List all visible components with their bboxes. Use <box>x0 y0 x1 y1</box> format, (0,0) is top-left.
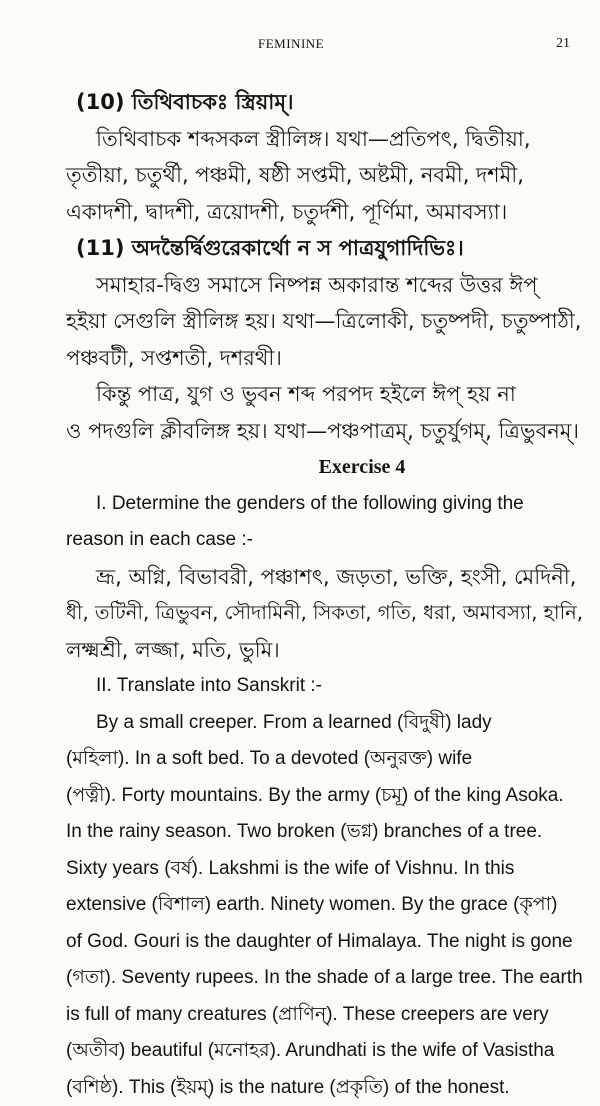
exercise-2-instruction: II. Translate into Sanskrit :- <box>76 668 590 705</box>
text-line: একাদশী, দ্বাদশী, ত্রয়োদশী, চতুর্দশী, পূর্ণিমা, অমাবস্যা। <box>66 194 590 231</box>
word-list-line: লক্ষ্মশ্রী, লজ্জা, মতি, ভুমি। <box>66 632 590 669</box>
translation-line: (মহিলা). In a soft bed. To a devoted (অনুরক্ত) wife <box>66 741 590 778</box>
translation-line: (বশিষ্ঠ). This (ইয়ম্) is the nature (প্রকৃতি) of the honest. <box>66 1070 590 1106</box>
translation-line: of God. Gouri is the daughter of Himalaya. The night is gone <box>66 924 590 961</box>
translation-line: Sixty years (বর্ষ). Lakshmi is the wife of Vishnu. In this <box>66 851 590 888</box>
running-title: FEMININE <box>258 36 324 52</box>
rule-11-heading: (11) অদন্তৈর্দ্বিগুরেকার্থো ন স পাত্রযুগাদিভিঃ। <box>76 230 590 267</box>
word-list-line: ধী, তটিনী, ত্রিভুবন, সৌদামিনী, সিকতা, গতি, ধরা, অমাবস্যা, হানি, <box>66 595 590 632</box>
translation-line: (পত্নী). Forty mountains. By the army (চমূ) of the king Asoka. <box>66 778 590 815</box>
text-line: reason in each case :- <box>66 522 590 559</box>
text-line: তৃতীয়া, চতুর্থী, পঞ্চমী, ষষ্ঠী সপ্তমী, অষ্টমী, নবমী, দশমী, <box>66 157 590 194</box>
page-body <box>76 84 590 1106</box>
text-line: হইয়া সেগুলি স্ত্রীলিঙ্গ হয়। যথা—ত্রিলোকী, চতুষ্পদী, চতুষ্পাঠী, <box>66 303 590 340</box>
text-line: সমাহার-দ্বিগু সমাসে নিষ্পন্ন অকারান্ত শব্দের উত্তর ঈপ্ <box>76 267 590 304</box>
text-line: তিথিবাচক শব্দসকল স্ত্রীলিঙ্গ। যথা—প্রতিপৎ, দ্বিতীয়া, <box>76 121 590 158</box>
translation-line: (অতীব) beautiful (মনোহর). Arundhati is the wife of Vasistha <box>66 1033 590 1070</box>
translation-line: extensive (বিশাল) earth. Ninety women. By the grace (কৃপা) <box>66 887 590 924</box>
text-line: পঞ্চবটী, সপ্তশতী, দশরথী। <box>66 340 590 377</box>
text-line: কিন্তু পাত্র, যুগ ও ভুবন শব্দ পরপদ হইলে ঈপ্ হয় না <box>76 376 590 413</box>
exercise-1-instruction: I. Determine the genders of the following giving the <box>76 486 590 523</box>
page-number: 21 <box>556 36 570 52</box>
translation-line: By a small creeper. From a learned (বিদুষী) lady <box>76 705 590 742</box>
translation-line: (গতা). Seventy rupees. In the shade of a large tree. The earth <box>66 960 590 997</box>
exercise-title: Exercise 4 <box>76 449 590 486</box>
rule-10-heading: (10) তিথিবাচকঃ স্ত্রিয়াম্। <box>76 84 590 121</box>
word-list-line: ভ্রূ, অগ্নি, বিভাবরী, পঞ্চাশৎ, জড়তা, ভক্তি, হংসী, মেদিনী, <box>76 559 590 596</box>
translation-line: In the rainy season. Two broken (ভগ্ন) branches of a tree. <box>66 814 590 851</box>
page-header <box>0 36 600 54</box>
translation-line: is full of many creatures (প্রাণিন্). These creepers are very <box>66 997 590 1034</box>
text-line: ও পদগুলি ক্লীবলিঙ্গ হয়। যথা—পঞ্চপাত্রম্, চতুর্যুগম্, ত্রিভুবনম্। <box>66 413 590 450</box>
